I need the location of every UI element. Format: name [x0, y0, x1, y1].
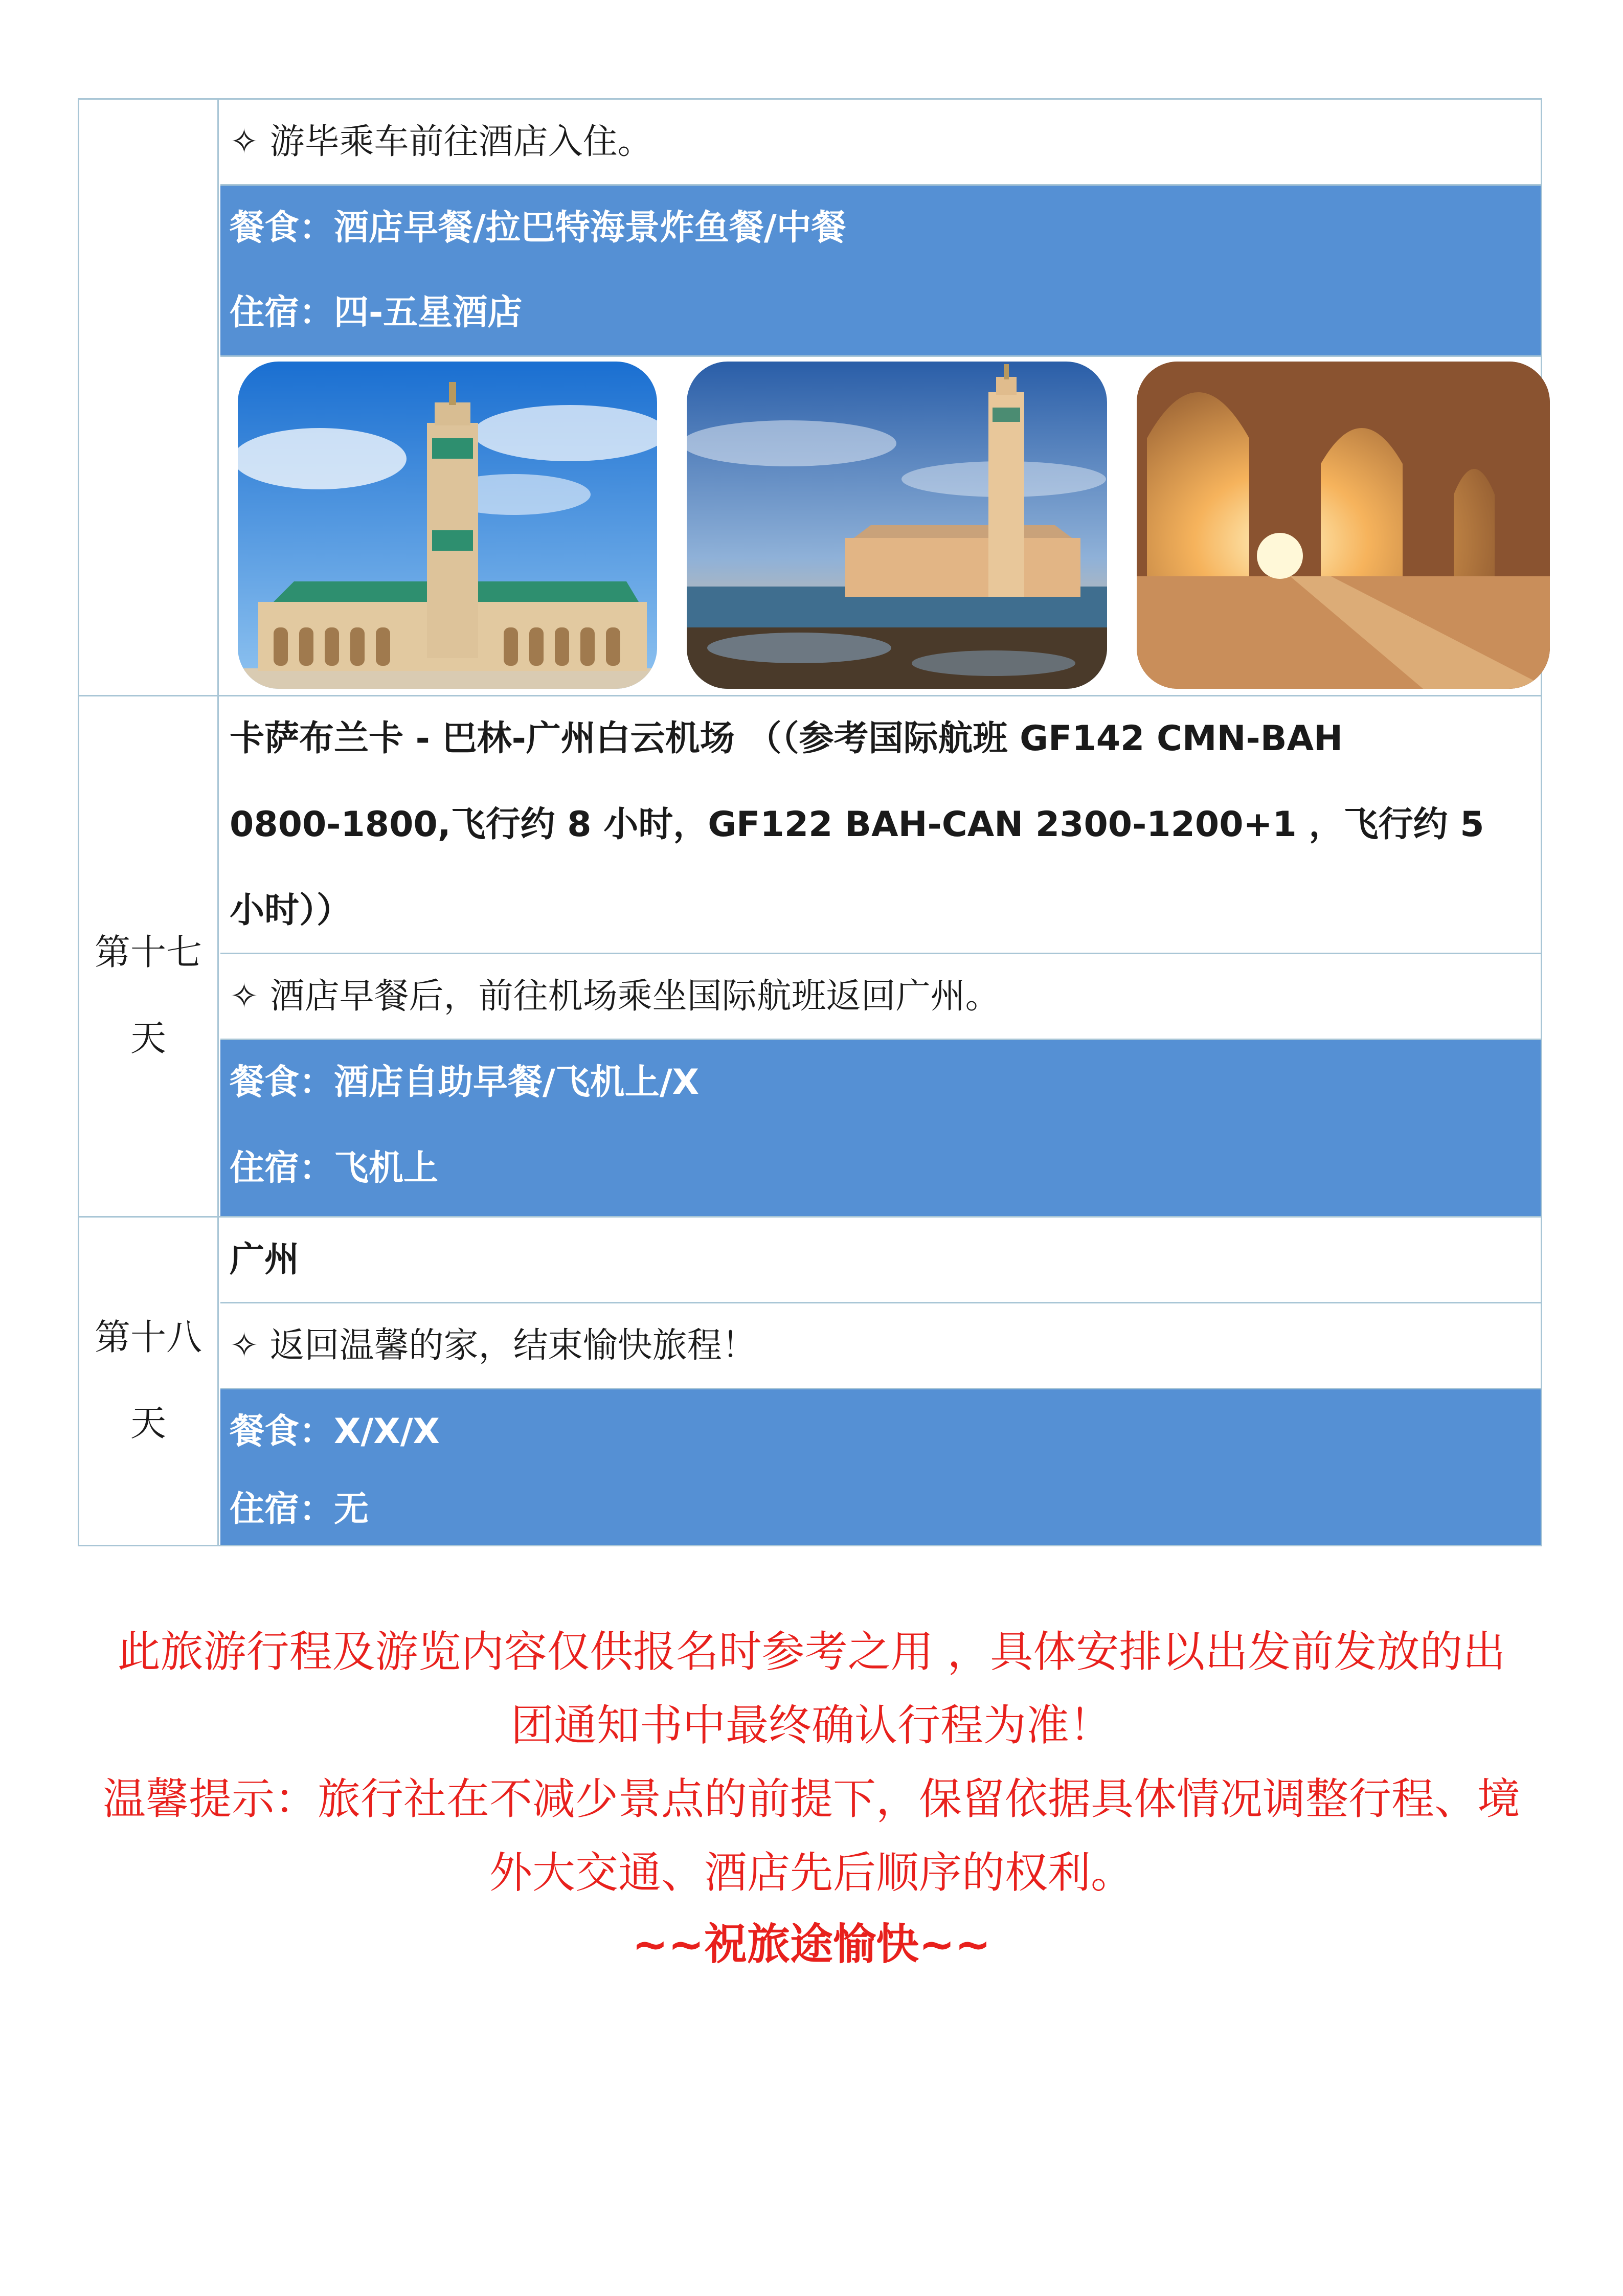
notice-line3: 温馨提示：旅行社在不减少景点的前提下，保留依据具体情况调整行程、境 [102, 1774, 1520, 1824]
hassan-mosque-blue-sky-photo [238, 362, 657, 689]
day18-label-line1: 第十八 [95, 1316, 202, 1358]
day16-meals: 餐食：酒店早餐/拉巴特海景炸鱼餐/中餐 [220, 186, 1541, 271]
day17-meals: 餐食：酒店自助早餐/飞机上/X [220, 1040, 1541, 1126]
itinerary-table [78, 98, 1542, 1546]
day17-route-line1: 卡萨布兰卡 - 巴林-广州白云机场 （（参考国际航班 GF142 CMN-BAH [230, 718, 1343, 759]
day17-label-line2: 天 [130, 1017, 166, 1059]
notice-line1: 此旅游行程及游览内容仅供报名时参考之用 ，具体安排以出发前发放的出 [117, 1627, 1506, 1677]
day18-meals: 餐食：X/X/X [220, 1389, 1541, 1474]
day16-label-cell [79, 100, 219, 695]
day16-hotel: 住宿：四-五星酒店 [220, 271, 1541, 355]
day17-label-cell [79, 696, 219, 1216]
notice-line4: 外大交通、酒店先后顺序的权利。 [489, 1848, 1134, 1898]
day17-route-line3: 小时）） [220, 868, 1541, 954]
day17-hotel: 住宿：飞机上 [220, 1126, 1541, 1216]
hassan-mosque-seaside-photo [687, 362, 1107, 689]
day18-label-line2: 天 [130, 1402, 166, 1444]
day17-route-line2: 0800-1800,飞行约 8 小时，GF122 BAH-CAN 2300-1200+1 ，飞行约 5 [230, 804, 1484, 845]
closing-wish: ~~祝旅途愉快~~ [632, 1919, 991, 1969]
day18-activity: ✧ 返回温馨的家，结束愉快旅程！ [220, 1303, 1541, 1389]
day16-activity: ✧ 游毕乘车前往酒店入住。 [220, 100, 1541, 186]
day17-activity: ✧ 酒店早餐后，前往机场乘坐国际航班返回广州。 [220, 954, 1541, 1040]
mosque-arches-sunset-photo [1137, 362, 1550, 689]
day18-label-cell [79, 1218, 219, 1545]
day18-hotel: 住宿：无 [220, 1474, 1541, 1545]
notice-line2: 团通知书中最终确认行程为准！ [510, 1700, 1112, 1750]
day17-label-line1: 第十七 [95, 931, 202, 973]
day18-city: 广州 [220, 1218, 1541, 1303]
